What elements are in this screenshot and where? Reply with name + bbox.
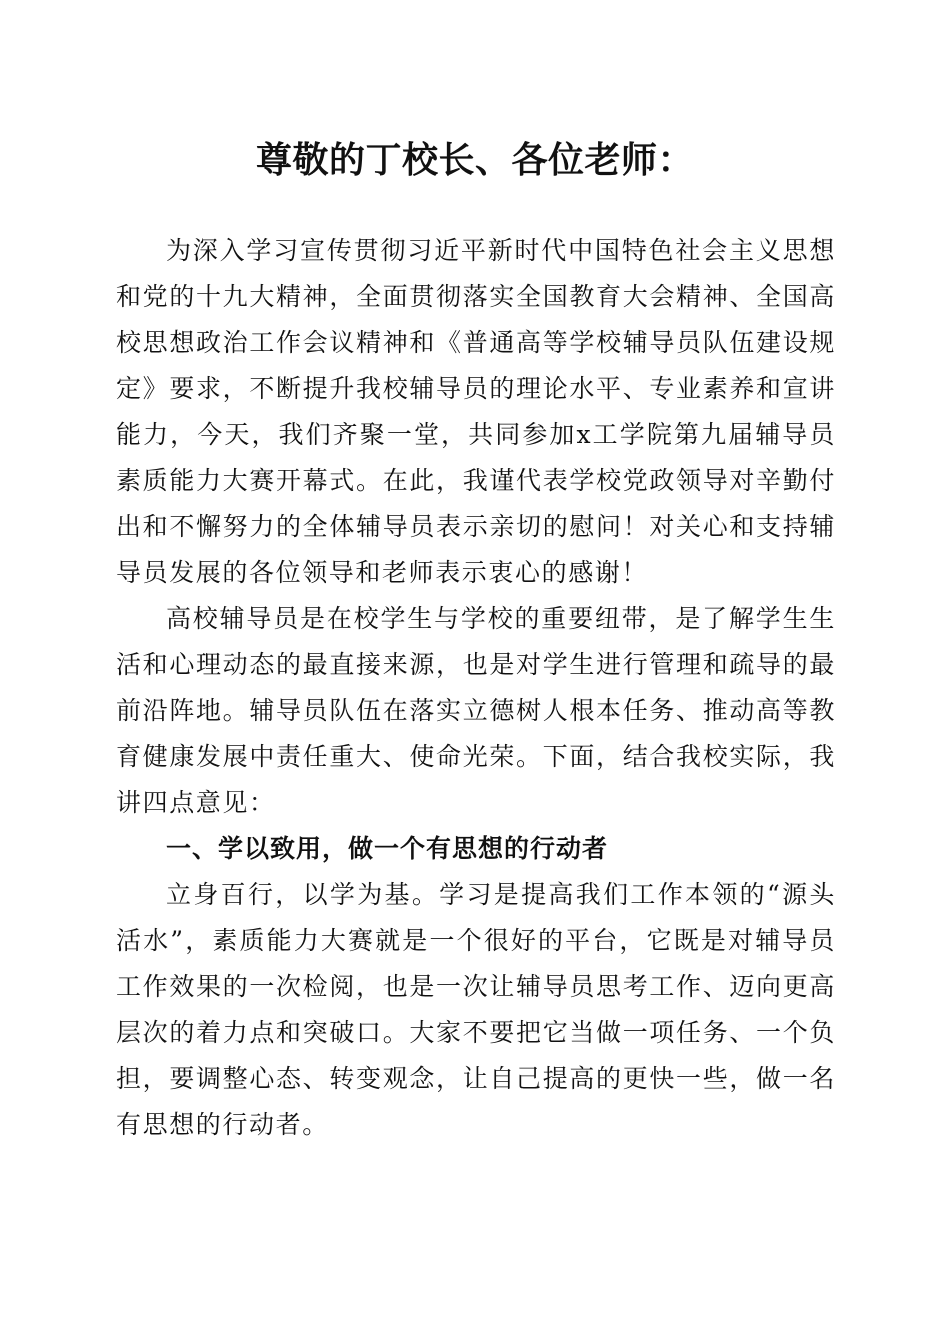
paragraph-section-one: 立身百行，以学为基。学习是提高我们工作本领的“源头活水”，素质能力大赛就是一个很好的平台，它既是对辅导员工作效果的一次检阅，也是一次让辅导员思考工作、迈向更高层次的着力点和突破口。大家不要把它当做一项任务、一个负担，要调整心态、转变观念，让自己提高的更快一些，做一名有思想的行动者。 xyxy=(116,880,836,1139)
paragraph-intro: 为深入学习宣传贯彻习近平新时代中国特色社会主义思想和党的十九大精神，全面贯彻落实全国教育大会精神、全国高校思想政治工作会议精神和《普通高等学校辅导员队伍建设规定》要求，不断提升我校辅导员的理论水平、专业素养和宣讲能力，今天，我们齐聚一堂，共同参加x工学院第九届辅导员素质能力大赛开幕式。在此，我谨代表学校党政领导对辛勤付出和不懈努力的全体辅导员表示亲切的慰问！对关心和支持辅导员发展的各位领导和老师表示衷心的感谢！ xyxy=(116,236,836,587)
page-title: 尊敬的丁校长、各位老师： xyxy=(255,139,694,181)
section-heading: 一、学以致用，做一个有思想的行动者 xyxy=(166,834,609,863)
document-body xyxy=(116,228,836,1148)
paragraph-counselor-role: 高校辅导员是在校学生与学校的重要纽带，是了解学生生活和心理动态的最直接来源，也是对学生进行管理和疏导的最前沿阵地。辅导员队伍在落实立德树人根本任务、推动高等教育健康发展中责任重大、使命光荣。下面，结合我校实际，我讲四点意见： xyxy=(116,604,836,817)
